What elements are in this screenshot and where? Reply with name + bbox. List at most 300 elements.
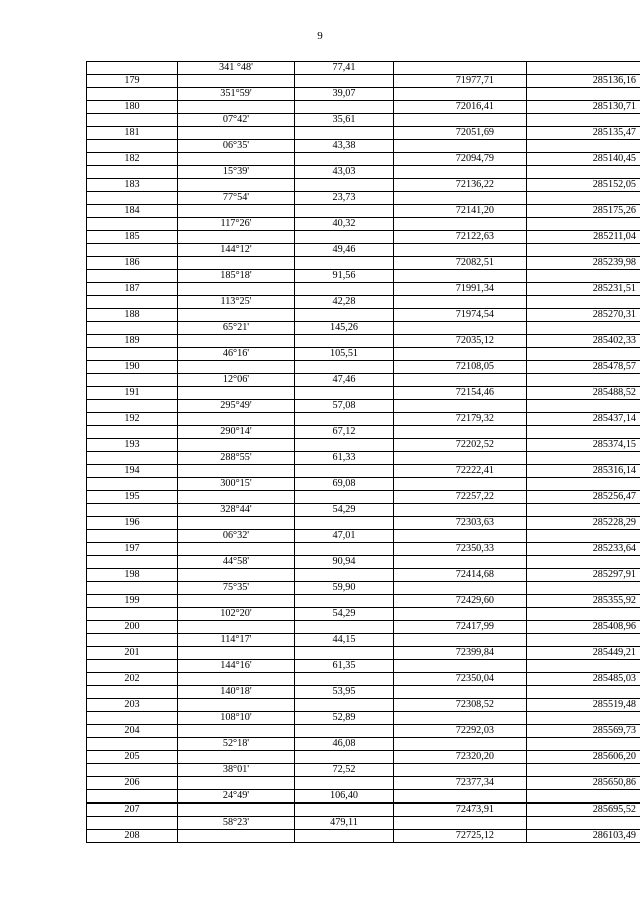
table-row bbox=[87, 166, 640, 179]
distance-cell: 61,33 bbox=[295, 452, 394, 465]
x-coordinate-cell: 72292,03 bbox=[394, 725, 527, 738]
point-number-cell: 205 bbox=[87, 751, 178, 764]
y-coordinate-cell: 285152,05 bbox=[527, 179, 640, 192]
y-coordinate-cell: 285297,91 bbox=[527, 569, 640, 582]
y-coordinate-cell: 285316,14 bbox=[527, 465, 640, 478]
y-coordinate-cell bbox=[527, 817, 640, 830]
distance-cell bbox=[295, 699, 394, 712]
x-coordinate-cell bbox=[394, 764, 527, 777]
table-row bbox=[87, 582, 640, 595]
direction-angle-cell: 144°12' bbox=[178, 244, 295, 257]
direction-angle-cell bbox=[178, 257, 295, 270]
direction-angle-cell bbox=[178, 439, 295, 452]
distance-cell: 90,94 bbox=[295, 556, 394, 569]
point-number-cell bbox=[87, 634, 178, 647]
table-row bbox=[87, 322, 640, 335]
y-coordinate-cell bbox=[527, 322, 640, 335]
distance-cell: 61,35 bbox=[295, 660, 394, 673]
table-row bbox=[87, 504, 640, 517]
y-coordinate-cell bbox=[527, 582, 640, 595]
point-number-cell: 184 bbox=[87, 205, 178, 218]
point-number-cell bbox=[87, 270, 178, 283]
x-coordinate-cell: 71974,54 bbox=[394, 309, 527, 322]
table-row bbox=[87, 127, 640, 140]
distance-cell: 479,11 bbox=[295, 817, 394, 830]
page-number: 9 bbox=[317, 30, 323, 42]
y-coordinate-cell bbox=[527, 608, 640, 621]
direction-angle-cell bbox=[178, 283, 295, 296]
distance-cell bbox=[295, 335, 394, 348]
direction-angle-cell bbox=[178, 101, 295, 114]
table-row bbox=[87, 101, 640, 114]
y-coordinate-cell bbox=[527, 634, 640, 647]
distance-cell: 69,08 bbox=[295, 478, 394, 491]
direction-angle-cell bbox=[178, 569, 295, 582]
distance-cell: 52,89 bbox=[295, 712, 394, 725]
direction-angle-cell bbox=[178, 673, 295, 686]
direction-angle-cell: 351°59' bbox=[178, 88, 295, 101]
y-coordinate-cell: 285478,57 bbox=[527, 361, 640, 374]
point-number-cell bbox=[87, 504, 178, 517]
point-number-cell: 183 bbox=[87, 179, 178, 192]
y-coordinate-cell: 285136,16 bbox=[527, 75, 640, 88]
distance-cell bbox=[295, 777, 394, 790]
table-row bbox=[87, 803, 640, 817]
distance-cell bbox=[295, 231, 394, 244]
x-coordinate-cell bbox=[394, 478, 527, 491]
direction-angle-cell: 15°39' bbox=[178, 166, 295, 179]
table-row bbox=[87, 296, 640, 309]
direction-angle-cell: 44°58' bbox=[178, 556, 295, 569]
distance-cell bbox=[295, 413, 394, 426]
table-row bbox=[87, 192, 640, 205]
table-row bbox=[87, 673, 640, 686]
table-row bbox=[87, 478, 640, 491]
distance-cell: 39,07 bbox=[295, 88, 394, 101]
x-coordinate-cell: 72179,32 bbox=[394, 413, 527, 426]
x-coordinate-cell: 72136,22 bbox=[394, 179, 527, 192]
distance-cell: 54,29 bbox=[295, 608, 394, 621]
y-coordinate-cell: 285488,52 bbox=[527, 387, 640, 400]
x-coordinate-cell: 72222,41 bbox=[394, 465, 527, 478]
point-number-cell bbox=[87, 322, 178, 335]
x-coordinate-cell: 72141,20 bbox=[394, 205, 527, 218]
direction-angle-cell: 06°35' bbox=[178, 140, 295, 153]
y-coordinate-cell bbox=[527, 88, 640, 101]
distance-cell: 47,46 bbox=[295, 374, 394, 387]
y-coordinate-cell bbox=[527, 660, 640, 673]
distance-cell: 91,56 bbox=[295, 270, 394, 283]
y-coordinate-cell bbox=[527, 764, 640, 777]
y-coordinate-cell: 285485,03 bbox=[527, 673, 640, 686]
direction-angle-cell: 07°42' bbox=[178, 114, 295, 127]
x-coordinate-cell bbox=[394, 322, 527, 335]
y-coordinate-cell: 285695,52 bbox=[527, 803, 640, 817]
x-coordinate-cell: 72308,52 bbox=[394, 699, 527, 712]
x-coordinate-cell bbox=[394, 608, 527, 621]
y-coordinate-cell bbox=[527, 738, 640, 751]
point-number-cell: 203 bbox=[87, 699, 178, 712]
y-coordinate-cell: 286103,49 bbox=[527, 830, 640, 843]
point-number-cell: 208 bbox=[87, 830, 178, 843]
distance-cell: 43,38 bbox=[295, 140, 394, 153]
table-row bbox=[87, 114, 640, 127]
point-number-cell bbox=[87, 452, 178, 465]
x-coordinate-cell bbox=[394, 634, 527, 647]
point-number-cell: 200 bbox=[87, 621, 178, 634]
y-coordinate-cell: 285231,51 bbox=[527, 283, 640, 296]
y-coordinate-cell: 285135,47 bbox=[527, 127, 640, 140]
x-coordinate-cell: 72350,33 bbox=[394, 543, 527, 556]
point-number-cell: 195 bbox=[87, 491, 178, 504]
distance-cell: 145,26 bbox=[295, 322, 394, 335]
distance-cell bbox=[295, 465, 394, 478]
direction-angle-cell: 288°55' bbox=[178, 452, 295, 465]
point-number-cell: 186 bbox=[87, 257, 178, 270]
table-row bbox=[87, 817, 640, 830]
coordinates-table-body bbox=[87, 62, 640, 843]
x-coordinate-cell bbox=[394, 817, 527, 830]
x-coordinate-cell: 72108,05 bbox=[394, 361, 527, 374]
table-row bbox=[87, 699, 640, 712]
y-coordinate-cell bbox=[527, 192, 640, 205]
distance-cell bbox=[295, 647, 394, 660]
table-row bbox=[87, 608, 640, 621]
table-row bbox=[87, 283, 640, 296]
direction-angle-cell bbox=[178, 830, 295, 843]
y-coordinate-cell bbox=[527, 478, 640, 491]
direction-angle-cell: 102°20' bbox=[178, 608, 295, 621]
direction-angle-cell: 38°01' bbox=[178, 764, 295, 777]
table-row bbox=[87, 439, 640, 452]
direction-angle-cell: 185°18' bbox=[178, 270, 295, 283]
table-row bbox=[87, 75, 640, 88]
x-coordinate-cell bbox=[394, 660, 527, 673]
table-row bbox=[87, 426, 640, 439]
point-number-cell bbox=[87, 530, 178, 543]
x-coordinate-cell: 71977,71 bbox=[394, 75, 527, 88]
y-coordinate-cell: 285239,98 bbox=[527, 257, 640, 270]
point-number-cell: 198 bbox=[87, 569, 178, 582]
table-row bbox=[87, 830, 640, 843]
x-coordinate-cell bbox=[394, 218, 527, 231]
table-row bbox=[87, 179, 640, 192]
table-row bbox=[87, 257, 640, 270]
distance-cell bbox=[295, 387, 394, 400]
distance-cell bbox=[295, 569, 394, 582]
point-number-cell: 189 bbox=[87, 335, 178, 348]
table-row bbox=[87, 491, 640, 504]
table-row bbox=[87, 634, 640, 647]
table-row bbox=[87, 595, 640, 608]
y-coordinate-cell: 285140,45 bbox=[527, 153, 640, 166]
x-coordinate-cell bbox=[394, 140, 527, 153]
distance-cell: 72,52 bbox=[295, 764, 394, 777]
table-row bbox=[87, 140, 640, 153]
point-number-cell bbox=[87, 166, 178, 179]
x-coordinate-cell: 71991,34 bbox=[394, 283, 527, 296]
point-number-cell bbox=[87, 88, 178, 101]
point-number-cell bbox=[87, 712, 178, 725]
x-coordinate-cell: 72202,52 bbox=[394, 439, 527, 452]
distance-cell: 47,01 bbox=[295, 530, 394, 543]
direction-angle-cell: 24°49' bbox=[178, 790, 295, 804]
x-coordinate-cell bbox=[394, 348, 527, 361]
point-number-cell: 193 bbox=[87, 439, 178, 452]
distance-cell: 42,28 bbox=[295, 296, 394, 309]
direction-angle-cell bbox=[178, 777, 295, 790]
y-coordinate-cell: 285130,71 bbox=[527, 101, 640, 114]
table-row bbox=[87, 387, 640, 400]
table-row bbox=[87, 218, 640, 231]
y-coordinate-cell bbox=[527, 400, 640, 413]
x-coordinate-cell: 72414,68 bbox=[394, 569, 527, 582]
direction-angle-cell: 06°32' bbox=[178, 530, 295, 543]
direction-angle-cell: 77°54' bbox=[178, 192, 295, 205]
distance-cell: 59,90 bbox=[295, 582, 394, 595]
point-number-cell: 201 bbox=[87, 647, 178, 660]
x-coordinate-cell bbox=[394, 88, 527, 101]
y-coordinate-cell bbox=[527, 348, 640, 361]
table-row bbox=[87, 452, 640, 465]
point-number-cell: 192 bbox=[87, 413, 178, 426]
distance-cell bbox=[295, 439, 394, 452]
direction-angle-cell bbox=[178, 517, 295, 530]
point-number-cell bbox=[87, 114, 178, 127]
point-number-cell: 202 bbox=[87, 673, 178, 686]
table-row bbox=[87, 647, 640, 660]
table-row bbox=[87, 790, 640, 804]
point-number-cell: 181 bbox=[87, 127, 178, 140]
x-coordinate-cell: 72257,22 bbox=[394, 491, 527, 504]
table-row bbox=[87, 205, 640, 218]
x-coordinate-cell: 72473,91 bbox=[394, 803, 527, 817]
distance-cell: 49,46 bbox=[295, 244, 394, 257]
x-coordinate-cell bbox=[394, 582, 527, 595]
direction-angle-cell bbox=[178, 465, 295, 478]
point-number-cell bbox=[87, 400, 178, 413]
x-coordinate-cell bbox=[394, 166, 527, 179]
direction-angle-cell: 300°15' bbox=[178, 478, 295, 491]
table-row bbox=[87, 621, 640, 634]
direction-angle-cell: 65°21' bbox=[178, 322, 295, 335]
direction-angle-cell bbox=[178, 621, 295, 634]
point-number-cell: 194 bbox=[87, 465, 178, 478]
direction-angle-cell bbox=[178, 387, 295, 400]
point-number-cell: 187 bbox=[87, 283, 178, 296]
x-coordinate-cell bbox=[394, 270, 527, 283]
table-row bbox=[87, 244, 640, 257]
x-coordinate-cell bbox=[394, 530, 527, 543]
table-row bbox=[87, 231, 640, 244]
point-number-cell: 190 bbox=[87, 361, 178, 374]
direction-angle-cell: 58°23' bbox=[178, 817, 295, 830]
point-number-cell bbox=[87, 244, 178, 257]
point-number-cell: 197 bbox=[87, 543, 178, 556]
y-coordinate-cell: 285374,15 bbox=[527, 439, 640, 452]
direction-angle-cell: 290°14' bbox=[178, 426, 295, 439]
y-coordinate-cell bbox=[527, 452, 640, 465]
table-row bbox=[87, 725, 640, 738]
table-row bbox=[87, 686, 640, 699]
distance-cell bbox=[295, 309, 394, 322]
x-coordinate-cell: 72399,84 bbox=[394, 647, 527, 660]
point-number-cell bbox=[87, 62, 178, 75]
direction-angle-cell bbox=[178, 153, 295, 166]
distance-cell: 23,73 bbox=[295, 192, 394, 205]
table-row bbox=[87, 361, 640, 374]
x-coordinate-cell bbox=[394, 556, 527, 569]
point-number-cell bbox=[87, 374, 178, 387]
distance-cell bbox=[295, 621, 394, 634]
x-coordinate-cell bbox=[394, 192, 527, 205]
x-coordinate-cell bbox=[394, 296, 527, 309]
y-coordinate-cell bbox=[527, 712, 640, 725]
distance-cell: 54,29 bbox=[295, 504, 394, 517]
point-number-cell: 182 bbox=[87, 153, 178, 166]
y-coordinate-cell: 285175,26 bbox=[527, 205, 640, 218]
x-coordinate-cell: 72303,63 bbox=[394, 517, 527, 530]
table-row bbox=[87, 660, 640, 673]
direction-angle-cell bbox=[178, 543, 295, 556]
direction-angle-cell: 295°49' bbox=[178, 400, 295, 413]
x-coordinate-cell: 72082,51 bbox=[394, 257, 527, 270]
distance-cell bbox=[295, 75, 394, 88]
distance-cell: 105,51 bbox=[295, 348, 394, 361]
point-number-cell bbox=[87, 348, 178, 361]
y-coordinate-cell bbox=[527, 790, 640, 804]
direction-angle-cell bbox=[178, 413, 295, 426]
distance-cell bbox=[295, 491, 394, 504]
point-number-cell: 188 bbox=[87, 309, 178, 322]
direction-angle-cell bbox=[178, 335, 295, 348]
direction-angle-cell bbox=[178, 725, 295, 738]
x-coordinate-cell bbox=[394, 686, 527, 699]
y-coordinate-cell bbox=[527, 270, 640, 283]
point-number-cell bbox=[87, 790, 178, 804]
y-coordinate-cell: 285228,29 bbox=[527, 517, 640, 530]
direction-angle-cell: 113°25' bbox=[178, 296, 295, 309]
point-number-cell bbox=[87, 608, 178, 621]
y-coordinate-cell: 285408,96 bbox=[527, 621, 640, 634]
y-coordinate-cell: 285402,33 bbox=[527, 335, 640, 348]
table-row bbox=[87, 530, 640, 543]
distance-cell bbox=[295, 257, 394, 270]
table-row bbox=[87, 374, 640, 387]
y-coordinate-cell: 285606,20 bbox=[527, 751, 640, 764]
distance-cell bbox=[295, 101, 394, 114]
direction-angle-cell: 328°44' bbox=[178, 504, 295, 517]
x-coordinate-cell: 72035,12 bbox=[394, 335, 527, 348]
point-number-cell bbox=[87, 764, 178, 777]
direction-angle-cell bbox=[178, 803, 295, 817]
x-coordinate-cell: 72377,34 bbox=[394, 777, 527, 790]
y-coordinate-cell bbox=[527, 140, 640, 153]
distance-cell: 67,12 bbox=[295, 426, 394, 439]
x-coordinate-cell: 72417,99 bbox=[394, 621, 527, 634]
direction-angle-cell: 108°10' bbox=[178, 712, 295, 725]
coordinates-table bbox=[86, 61, 640, 843]
direction-angle-cell: 117°26' bbox=[178, 218, 295, 231]
direction-angle-cell: 12°06' bbox=[178, 374, 295, 387]
direction-angle-cell: 140°18' bbox=[178, 686, 295, 699]
x-coordinate-cell: 72122,63 bbox=[394, 231, 527, 244]
direction-angle-cell: 144°16' bbox=[178, 660, 295, 673]
direction-angle-cell bbox=[178, 75, 295, 88]
point-number-cell bbox=[87, 686, 178, 699]
y-coordinate-cell: 285437,14 bbox=[527, 413, 640, 426]
distance-cell bbox=[295, 543, 394, 556]
distance-cell bbox=[295, 361, 394, 374]
direction-angle-cell bbox=[178, 309, 295, 322]
table-row bbox=[87, 335, 640, 348]
point-number-cell bbox=[87, 556, 178, 569]
x-coordinate-cell: 72016,41 bbox=[394, 101, 527, 114]
y-coordinate-cell: 285211,04 bbox=[527, 231, 640, 244]
y-coordinate-cell bbox=[527, 114, 640, 127]
distance-cell bbox=[295, 673, 394, 686]
point-number-cell bbox=[87, 738, 178, 751]
direction-angle-cell bbox=[178, 205, 295, 218]
x-coordinate-cell: 72320,20 bbox=[394, 751, 527, 764]
direction-angle-cell: 341 °48' bbox=[178, 62, 295, 75]
direction-angle-cell bbox=[178, 595, 295, 608]
point-number-cell: 206 bbox=[87, 777, 178, 790]
direction-angle-cell bbox=[178, 361, 295, 374]
table-row bbox=[87, 270, 640, 283]
y-coordinate-cell bbox=[527, 686, 640, 699]
distance-cell: 44,15 bbox=[295, 634, 394, 647]
x-coordinate-cell bbox=[394, 400, 527, 413]
distance-cell bbox=[295, 830, 394, 843]
y-coordinate-cell: 285569,73 bbox=[527, 725, 640, 738]
x-coordinate-cell bbox=[394, 62, 527, 75]
x-coordinate-cell bbox=[394, 452, 527, 465]
direction-angle-cell bbox=[178, 699, 295, 712]
table-row bbox=[87, 88, 640, 101]
direction-angle-cell bbox=[178, 751, 295, 764]
point-number-cell bbox=[87, 140, 178, 153]
distance-cell bbox=[295, 127, 394, 140]
table-row bbox=[87, 465, 640, 478]
y-coordinate-cell: 285256,47 bbox=[527, 491, 640, 504]
distance-cell bbox=[295, 751, 394, 764]
table-row bbox=[87, 309, 640, 322]
y-coordinate-cell bbox=[527, 374, 640, 387]
x-coordinate-cell: 72725,12 bbox=[394, 830, 527, 843]
direction-angle-cell: 114°17' bbox=[178, 634, 295, 647]
distance-cell: 46,08 bbox=[295, 738, 394, 751]
distance-cell: 35,61 bbox=[295, 114, 394, 127]
point-number-cell bbox=[87, 478, 178, 491]
point-number-cell: 185 bbox=[87, 231, 178, 244]
table-row bbox=[87, 569, 640, 582]
x-coordinate-cell bbox=[394, 790, 527, 804]
point-number-cell: 191 bbox=[87, 387, 178, 400]
y-coordinate-cell bbox=[527, 426, 640, 439]
y-coordinate-cell bbox=[527, 62, 640, 75]
direction-angle-cell bbox=[178, 491, 295, 504]
point-number-cell bbox=[87, 192, 178, 205]
distance-cell: 53,95 bbox=[295, 686, 394, 699]
distance-cell bbox=[295, 725, 394, 738]
point-number-cell bbox=[87, 218, 178, 231]
table-row bbox=[87, 400, 640, 413]
x-coordinate-cell bbox=[394, 712, 527, 725]
y-coordinate-cell: 285233,64 bbox=[527, 543, 640, 556]
distance-cell bbox=[295, 517, 394, 530]
distance-cell bbox=[295, 205, 394, 218]
